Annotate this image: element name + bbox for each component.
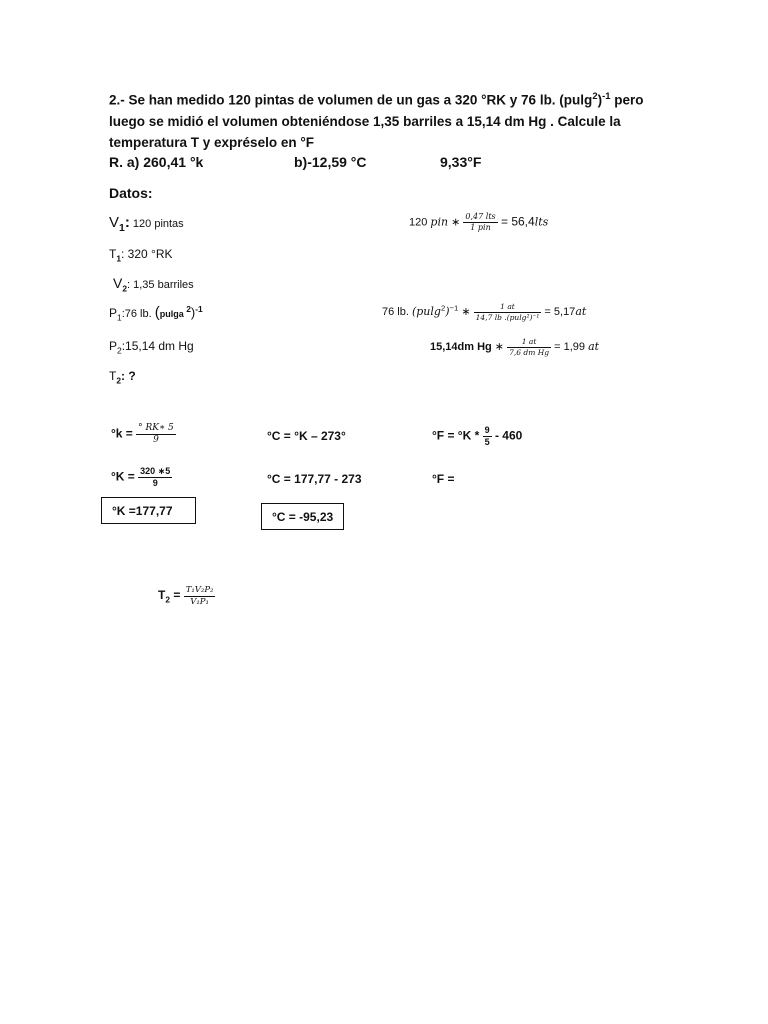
formula-fahrenheit: °F = °K * $\frac{9}{5}$ - 460 (432, 425, 523, 447)
problem-statement (109, 86, 669, 153)
exponent-minus1: -1 (602, 91, 611, 102)
formula-t2: $T_2$ = $\frac{\text{T₁V₂P₂}}{\text{V₁P₁}}$ (158, 585, 214, 607)
datos-t2: $T_2$: ? (109, 369, 136, 386)
conversion-p2: 15,14dm Hg ∗ $\frac{1 at}{\text{7,6 dm Hg}}$ = 1,99 at (430, 337, 600, 357)
formula-celsius: °C = °K – 273° (267, 429, 346, 443)
answer-b: b)-12,59 °C (294, 154, 367, 170)
formula-fahrenheit-substituted: °F = (432, 472, 455, 486)
formula-kelvin: °k = $\frac{^\circ RK∗ 5}{9}$ (111, 423, 174, 445)
conversion-v1: 120 pin ∗ $\frac{\text{0,47 lts}}{\text{1 pin}}$ = 56,4lts (409, 212, 549, 232)
celsius-result: °C = -95,23 (272, 510, 334, 524)
datos-v1: $V_1$: 120 pintas (109, 214, 184, 234)
conversion-v1-fraction: $\frac{\text{0,47 lts}}{\text{1 pin}}$ (465, 212, 496, 232)
formula-kelvin-fraction: $\frac{^\circ RK∗ 5}{9}$ (138, 423, 174, 445)
formula-t2-fraction: $\frac{\text{T₁V₂P₂}}{\text{V₁P₁}}$ (185, 585, 214, 607)
answer-c: 9,33°F (440, 154, 482, 170)
conversion-p2-fraction: $\frac{1 at}{\text{7,6 dm Hg}}$ (509, 337, 550, 357)
formula-kelvin-substituted: °K = $\frac{320 ∗5}{9}$ (111, 466, 171, 488)
celsius-result-box (261, 503, 344, 530)
datos-v2: $V_2$: 1,35 barriles (113, 275, 194, 294)
exponent-2: 2 (592, 91, 598, 102)
datos-t1: $T_1$: 320 °RK (109, 247, 173, 264)
formula-celsius-substituted: °C = 177,77 - 273 (267, 472, 362, 486)
datos-p1: $P_1:76$ lb. (pulga $^2$)$^{-1}$ (109, 304, 203, 323)
problem-text-part1: Se han medido 120 pintas de volumen de un gas a 320 °RK y 76 lb. (pulg (128, 92, 593, 108)
kelvin-result: °K =177,77 (112, 504, 173, 518)
conversion-p1: 76 lb. $(pulg^2)^{-1}$ ∗ $\frac{1 at}{\text{14,7 lb .(pulg²)⁻¹}}$ = 5,17at (382, 302, 587, 322)
formula-fahrenheit-fraction: $\frac{9}{5}$ (484, 425, 490, 447)
problem-number: 2.- (109, 92, 125, 108)
answer-a: R. a) 260,41 °k (109, 154, 204, 170)
datos-p2: $P_2:15,14$ dm Hg (109, 339, 194, 356)
kelvin-result-box (101, 497, 196, 524)
formula-kelvin-substituted-fraction: $\frac{320 ∗5}{9}$ (140, 466, 171, 488)
problem-text-part3: pero luego se midió el volumen obteniéndose 1,35 barriles a 15,14 dm Hg . Calcule la temperatura T y expréselo en °F (109, 92, 644, 150)
conversion-p1-fraction: $\frac{1 at}{\text{14,7 lb .(pulg²)⁻¹}}$ (475, 302, 540, 322)
problem-text-part2: ) (597, 92, 603, 108)
datos-title: Datos: (109, 185, 153, 201)
